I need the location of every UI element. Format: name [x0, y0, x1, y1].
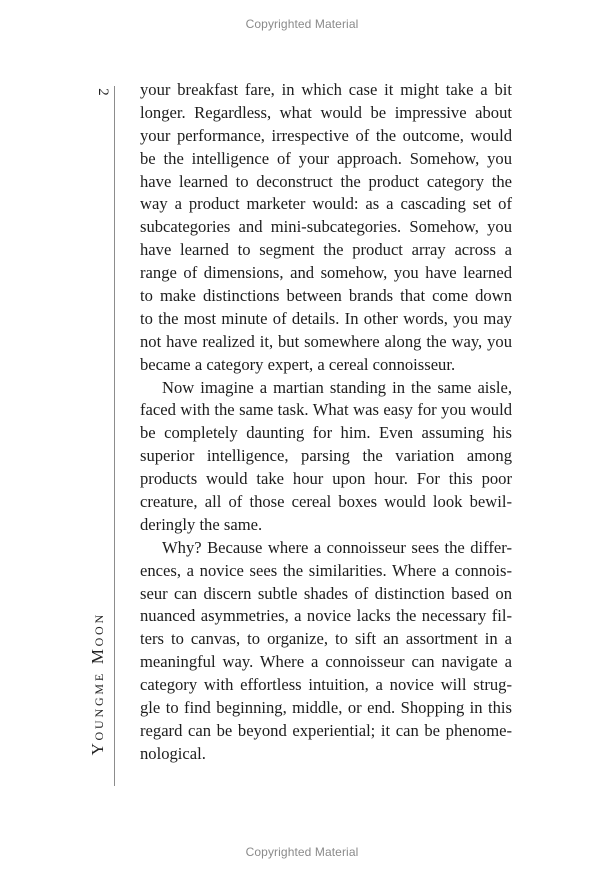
page-number: 2 — [95, 88, 111, 96]
text-line: not have realized it, but somewhere along the way, you — [140, 331, 512, 351]
running-head-initial-first: Y — [88, 740, 107, 756]
running-head-initial-last: M — [88, 646, 107, 665]
text-line: be the intelligence of your approach. Somehow, you — [140, 148, 512, 168]
text-line: have learned to segment the product array across a — [140, 240, 512, 260]
text-line: became a category expert, a cereal connoisseur. — [140, 354, 456, 374]
text-line: faced with the same task. What was easy for you would — [140, 400, 512, 420]
running-head-author — [87, 612, 109, 792]
text-line: nuanced asymmetries, a novice lacks the necessary fil- — [140, 606, 512, 626]
text-line: ences, a novice sees the similarities. Where a connois- — [140, 560, 512, 580]
text-line: your performance, irrespective of the outcome, would — [140, 125, 512, 145]
text-line: nological. — [140, 743, 206, 763]
text-line: Why? Because where a connoisseur sees the differ- — [162, 537, 512, 557]
text-line: have learned to deconstruct the product category the — [140, 171, 512, 191]
text-line: creature, all of those cereal boxes would look bewil- — [140, 492, 512, 512]
text-line: ters to canvas, to organize, to sift an assortment in a — [140, 629, 512, 649]
text-line: be completely daunting for him. Even assuming his — [140, 423, 512, 443]
text-line: Now imagine a martian standing in the same aisle, — [162, 377, 512, 397]
text-line: deringly the same. — [140, 514, 263, 534]
copyright-watermark-top: Copyrighted Material — [245, 17, 359, 31]
text-line: range of dimensions, and somehow, you have learned — [140, 263, 512, 283]
text-line: to make distinctions between brands that come down — [140, 286, 512, 306]
text-line: category with effortless intuition, a novice will strug- — [140, 675, 512, 695]
text-line: meaningful way. Where a connoisseur can navigate a — [140, 652, 512, 672]
running-head-smallcaps-last: OON — [92, 612, 106, 647]
text-line: way a product marketer would: as a cascading set of — [140, 194, 512, 214]
text-line: longer. Regardless, what would be impressive about — [140, 102, 512, 122]
text-line: your breakfast fare, in which case it might take a bit — [140, 80, 512, 99]
text-line: subcategories and mini-subcategories. Somehow, you — [140, 217, 512, 237]
copyright-watermark-bottom: Copyrighted Material — [245, 845, 359, 859]
text-line: superior intelligence, parsing the variation among — [140, 446, 512, 466]
running-head-smallcaps-first: OUNGME — [92, 670, 106, 741]
text-line: gle to find beginning, middle, or end. Shopping in this — [140, 698, 512, 718]
body-text — [140, 79, 512, 766]
margin-rule — [114, 86, 115, 786]
text-line: seur can discern subtle shades of distinction based on — [140, 583, 512, 603]
text-line: regard can be beyond experiential; it can be phenome- — [140, 720, 512, 740]
text-line: products would take hour upon hour. For this poor — [140, 469, 512, 489]
text-line: to the most minute of details. In other words, you may — [140, 308, 512, 328]
